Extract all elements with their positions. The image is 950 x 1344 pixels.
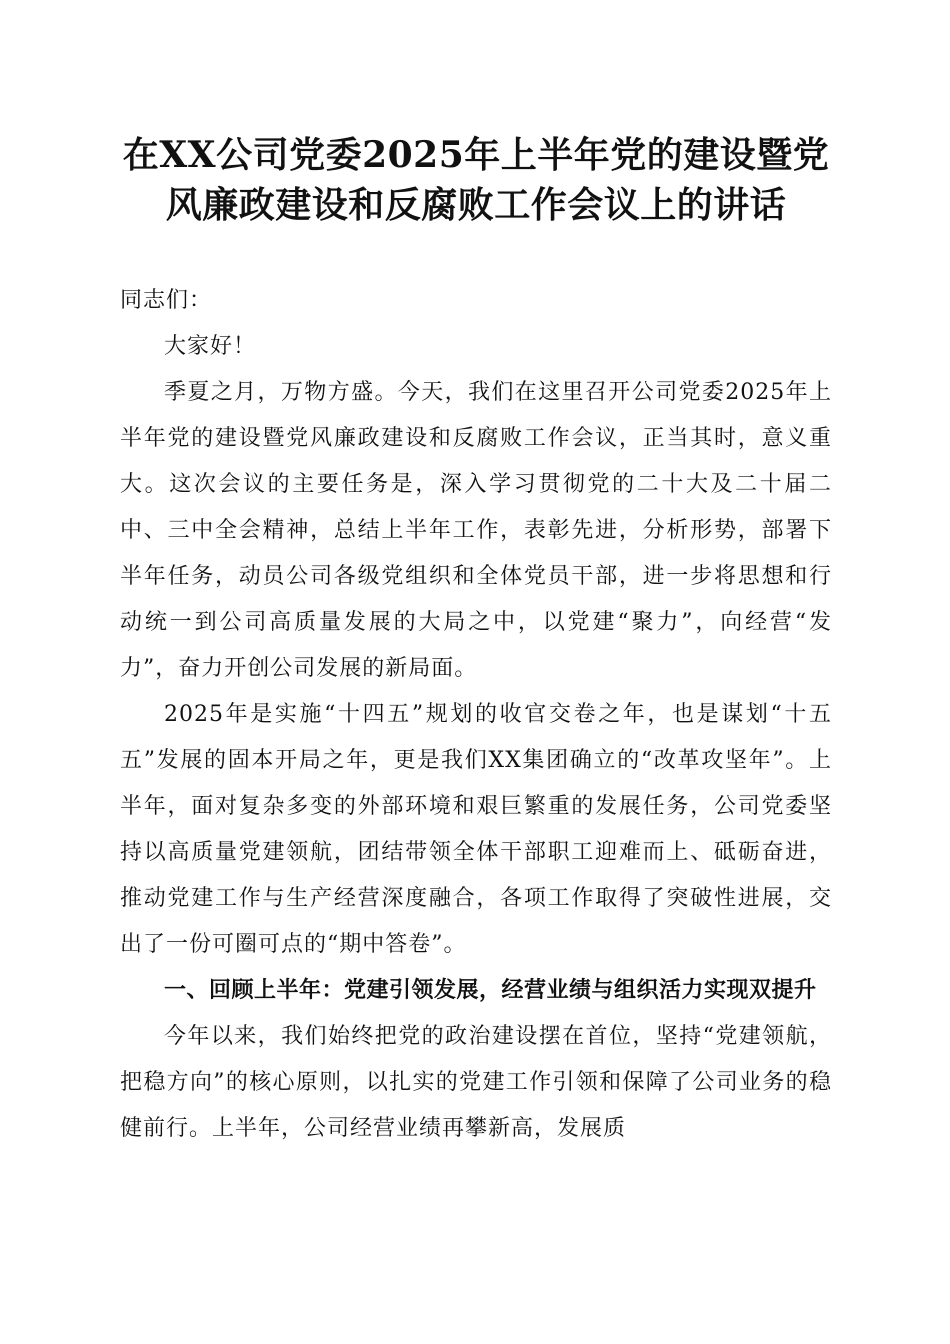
salutation: 同志们： [120, 288, 213, 313]
document-page [120, 130, 832, 1152]
greeting: 大家好！ [164, 334, 257, 359]
section-heading-1: 一、回顾上半年：党建引领发展，经营业绩与组织活力实现双提升 [164, 978, 817, 1003]
paragraph-opening: 季夏之月，万物方盛。今天，我们在这里召开公司党委2025年上半年党的建设暨党风廉政建设和反腐败工作会议，正当其时，意义重大。这次会议的主要任务是，深入学习贯彻党的二十大及二十届二中、三中全会精神，总结上半年工作，表彰先进，分析形势，部署下半年任务，动员公司各级党组织和全体党员干部，进一步将思想和行动统一到公司高质量发展的大局之中，以党建“聚力”，向经营“发力”，奋力开创公司发展的新局面。 [120, 380, 832, 681]
title-line-1: 在XX公司党委2025年上半年党的建设暨党 [122, 134, 830, 176]
paragraph-background: 2025年是实施“十四五”规划的收官交卷之年，也是谋划“十五五”发展的固本开局之年，更是我们XX集团确立的“改革攻坚年”。上半年，面对复杂多变的外部环境和艰巨繁重的发展任务，公司党委坚持以高质量党建领航，团结带领全体干部职工迎难而上、砥砺奋进，推动党建工作与生产经营深度融合，各项工作取得了突破性进展，交出了一份可圈可点的“期中答卷”。 [120, 702, 832, 957]
document-title [120, 130, 832, 230]
paragraph-review: 今年以来，我们始终把党的政治建设摆在首位，坚持“党建领航，把稳方向”的核心原则，以扎实的党建工作引领和保障了公司业务的稳健前行。上半年，公司经营业绩再攀新高，发展质 [120, 1024, 832, 1141]
document-body [120, 278, 832, 1152]
title-line-2: 风廉政建设和反腐败工作会议上的讲话 [165, 184, 787, 226]
